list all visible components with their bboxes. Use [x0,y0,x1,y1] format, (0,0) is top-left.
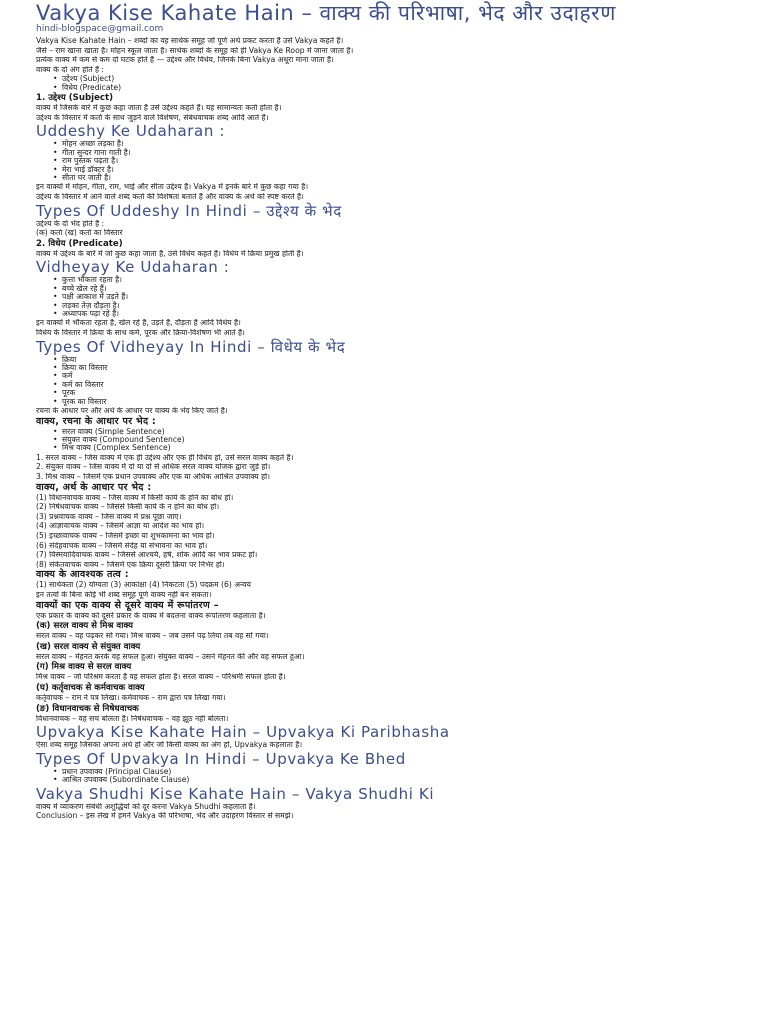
list-item: • अध्यापक पढ़ा रहे हैं। [62,310,734,318]
paragraph: सरल वाक्य – वह पढ़कर सो गया। मिश्र वाक्य – जब उसने पढ़ लिया तब वह सो गया। [36,632,269,641]
sub-heading: 1. उद्देश्य (Subject) [36,93,114,104]
paragraph: (8) संकेतवाचक वाक्य – जिसमें एक क्रिया दूसरी क्रिया पर निर्भर हो। [36,560,225,569]
bullet-list [36,356,734,406]
paragraph: (5) इच्छावाचक वाक्य – जिसमें इच्छा या शुभकामना का भाव हो। [36,532,215,540]
sub-heading: (ख) सरल वाक्य से संयुक्त वाक्य [36,641,141,652]
section-heading: Types Of Uddeshy In Hindi – उद्देश्य के भेद [36,201,342,220]
list-item: • मिश्र वाक्य (Complex Sentence) [62,444,734,452]
sub-heading: (ग) मिश्र वाक्य से सरल वाक्य [36,662,132,673]
paragraph: रचना के आधार पर और अर्थ के आधार पर वाक्य के भेद किए जाते हैं। [36,407,228,416]
paragraph: (7) विस्मयादिवाचक वाक्य – जिससे आश्चर्य, हर्ष, शोक आदि का भाव प्रकट हो। [36,551,258,560]
paragraph: (1) सार्थकता (2) योग्यता (3) आकांक्षा (4) निकटता (5) पदक्रम (6) अन्वय [36,581,251,590]
paragraph: (4) आज्ञावाचक वाक्य – जिसमें आज्ञा या आदेश का भाव हो। [36,522,205,531]
hindi-heading: वाक्यों का एक वाक्य से दूसरे वाक्य में रूपांतरण – [36,599,219,611]
list-item: • सरल वाक्य (Simple Sentence) [62,428,734,436]
list-item: • गीता सुन्दर गाना गाती है। [62,149,734,157]
paragraph: Vakya Kise Kahate Hain – शब्दों का वह सार्थक समूह जो पूर्ण अर्थ प्रकट करता है उसे Vakya कहते हैं। [36,37,344,45]
paragraph: 3. मिश्र वाक्य – जिसमें एक प्रधान उपवाक्य और एक या अधिक आश्रित उपवाक्य हों। [36,473,270,482]
paragraph: (6) संदेहवाचक वाक्य – जिसमें संदेह या संभावना का भाव हो। [36,541,208,550]
paragraph: (क) कर्ता (ख) कर्ता का विस्तार [36,229,123,238]
list-item: • लड़का तेज़ दौड़ता है। [62,302,734,310]
list-item: • पक्षी आकाश में उड़ते हैं। [62,293,734,301]
paragraph: (3) प्रश्नवाचक वाक्य – जिस वाक्य में प्रश्न पूछा जाए। [36,512,182,521]
list-item: • राम पुस्तक पढ़ता है। [62,157,734,165]
hindi-heading: वाक्य, रचना के आधार पर भेद : [36,415,157,427]
paragraph: उद्देश्य के विस्तार में कर्ता के साथ जुड़ने वाले विशेषण, संबंधवाचक शब्द आदि आते हैं। [36,113,269,122]
paragraph: (1) विधानवाचक वाक्य – जिस वाक्य में किसी कार्य के होने का बोध हो। [36,493,234,502]
section-heading: Upvakya Kise Kahate Hain – Upvakya Ki Paribhasha [36,723,450,742]
list-item: • मोहन अच्छा लड़का है। [62,140,734,148]
list-item: • सीता घर जाती है। [62,174,734,182]
paragraph: ऐसा शब्द समूह जिसका अपना अर्थ हो और जो किसी वाक्य का अंग हो, Upvakya कहलाता है। [36,741,303,750]
section-heading: Vidheyay Ke Udaharan : [36,258,230,277]
list-item: • कुत्ता भौंकता रहता है। [62,276,734,284]
section-heading: Vakya Shudhi Kise Kahate Hain – Vakya Shudhi Ki [36,784,435,803]
sub-heading: 2. विधेय (Predicate) [36,238,123,249]
list-item: • उद्देश्य (Subject) [62,75,734,83]
sub-heading: (क) सरल वाक्य से मिश्र वाक्य [36,621,133,632]
paragraph: वाक्य के दो अंग होते हैं : [36,65,104,74]
paragraph: इन वाक्यों में मोहन, गीता, राम, भाई और सीता उद्देश्य हैं। Vakya में इनके बारे में कुछ कहा गया है। [36,183,309,192]
bullet-list [36,428,734,453]
paragraph: इन तत्वों के बिना कोई भी शब्द समूह पूर्ण वाक्य नहीं बन सकता। [36,590,212,599]
list-item: • पूरक का विस्तार [62,398,734,406]
section-heading: Types Of Vidheyay In Hindi – विधेय के भेद [36,337,346,356]
bullet-list [36,140,734,182]
list-item: • क्रिया का विस्तार [62,364,734,372]
list-item: • पूरक [62,389,734,397]
article-body [36,37,734,821]
paragraph: सरल वाक्य – मेहनत करके वह सफल हुआ। संयुक्त वाक्य – उसने मेहनत की और वह सफल हुआ। [36,652,305,661]
bullet-list [36,75,734,92]
list-item: • प्रधान उपवाक्य (Principal Clause) [62,768,734,776]
paragraph: (2) निषेधवाचक वाक्य – जिससे किसी कार्य के न होने का बोध हो। [36,503,220,512]
bullet-list [36,768,734,785]
paragraph: एक प्रकार के वाक्य को दूसरे प्रकार के वाक्य में बदलना वाक्य रूपांतरण कहलाता है। [36,611,266,620]
paragraph: वाक्य में उद्देश्य के बारे में जो कुछ कहा जाता है, उसे विधेय कहते हैं। विधेय में क्रिया प्रमुख होती है। [36,249,304,258]
paragraph: इन वाक्यों में भौंकता रहता है, खेल रहे हैं, उड़ते हैं, दौड़ता है आदि विधेय हैं। [36,319,241,328]
paragraph: मिश्र वाक्य – जो परिश्रम करता है वह सफल होता है। सरल वाक्य – परिश्रमी सफल होता है। [36,673,286,682]
paragraph: प्रत्येक वाक्य में कम से कम दो घटक होते हैं — उद्देश्य और विधेय, जिनके बिना Vakya अधूरा माना जाता है। [36,56,334,65]
paragraph: कर्तृवाचक – राम ने पत्र लिखा। कर्मवाचक – राम द्वारा पत्र लिखा गया। [36,693,226,702]
sub-heading: (घ) कर्तृवाचक से कर्मवाचक वाक्य [36,682,145,693]
list-item: • संयुक्त वाक्य (Compound Sentence) [62,436,734,444]
paragraph: उद्देश्य के दो भेद होते हैं : [36,219,105,228]
paragraph: उद्देश्य के विस्तार में आने वाले शब्द कर्ता की विशेषता बताते हैं और वाक्य के अर्थ को स्पष्ट करते हैं। [36,193,304,201]
list-item: • बच्चे खेल रहे हैं। [62,285,734,293]
page-title: Vakya Kise Kahate Hain – वाक्य की परिभाषा, भेद और उदाहरण [36,1,616,25]
paragraph: वाक्य में व्याकरण संबंधी अशुद्धियों को दूर करना Vakya Shudhi कहलाता है। [36,802,256,811]
paragraph: विधेय के विस्तार में क्रिया के साथ कर्म, पूरक और क्रिया-विशेषण भी आते हैं। [36,329,245,337]
hindi-heading: वाक्य के आवश्यक तत्व : [36,569,129,581]
list-item: • मेरा भाई डॉक्टर है। [62,166,734,174]
section-heading: Uddeshy Ke Udaharan : [36,122,225,141]
paragraph: Conclusion – इस लेख में हमने Vakya की परिभाषा, भेद और उदाहरण विस्तार से समझे। [36,812,294,821]
list-item: • कर्म का विस्तार [62,381,734,389]
list-item: • क्रिया [62,356,734,364]
sub-heading: (ङ) विधानवाचक से निषेधवाचक [36,703,139,714]
section-heading: Types Of Upvakya In Hindi – Upvakya Ke Bhed [36,749,406,768]
bullet-list [36,276,734,318]
list-item: • कर्म [62,372,734,380]
author-email-link[interactable]: hindi-blogspace@gmail.com [36,24,164,34]
paragraph: विधानवाचक – वह सच बोलता है। निषेधवाचक – वह झूठ नहीं बोलता। [36,714,229,723]
paragraph: 2. संयुक्त वाक्य – जिस वाक्य में दो या दो से अधिक सरल वाक्य योजक द्वारा जुड़े हों। [36,463,271,472]
paragraph: जैसे – राम खाना खाता है। मोहन स्कूल जाता है। सार्थक शब्दों के समूह को ही Vakya Ke Roop में जाना जाता है। [36,46,354,55]
list-item: • विधेय (Predicate) [62,84,734,92]
paragraph: 1. सरल वाक्य – जिस वाक्य में एक ही उद्देश्य और एक ही विधेय हो, उसे सरल वाक्य कहते हैं। [36,453,294,462]
list-item: • आश्रित उपवाक्य (Subordinate Clause) [62,776,734,784]
hindi-heading: वाक्य, अर्थ के आधार पर भेद : [36,481,152,493]
paragraph: वाक्य में जिसके बारे में कुछ कहा जाता है उसे उद्देश्य कहते हैं। यह सामान्यतः कर्ता होता है। [36,104,282,113]
